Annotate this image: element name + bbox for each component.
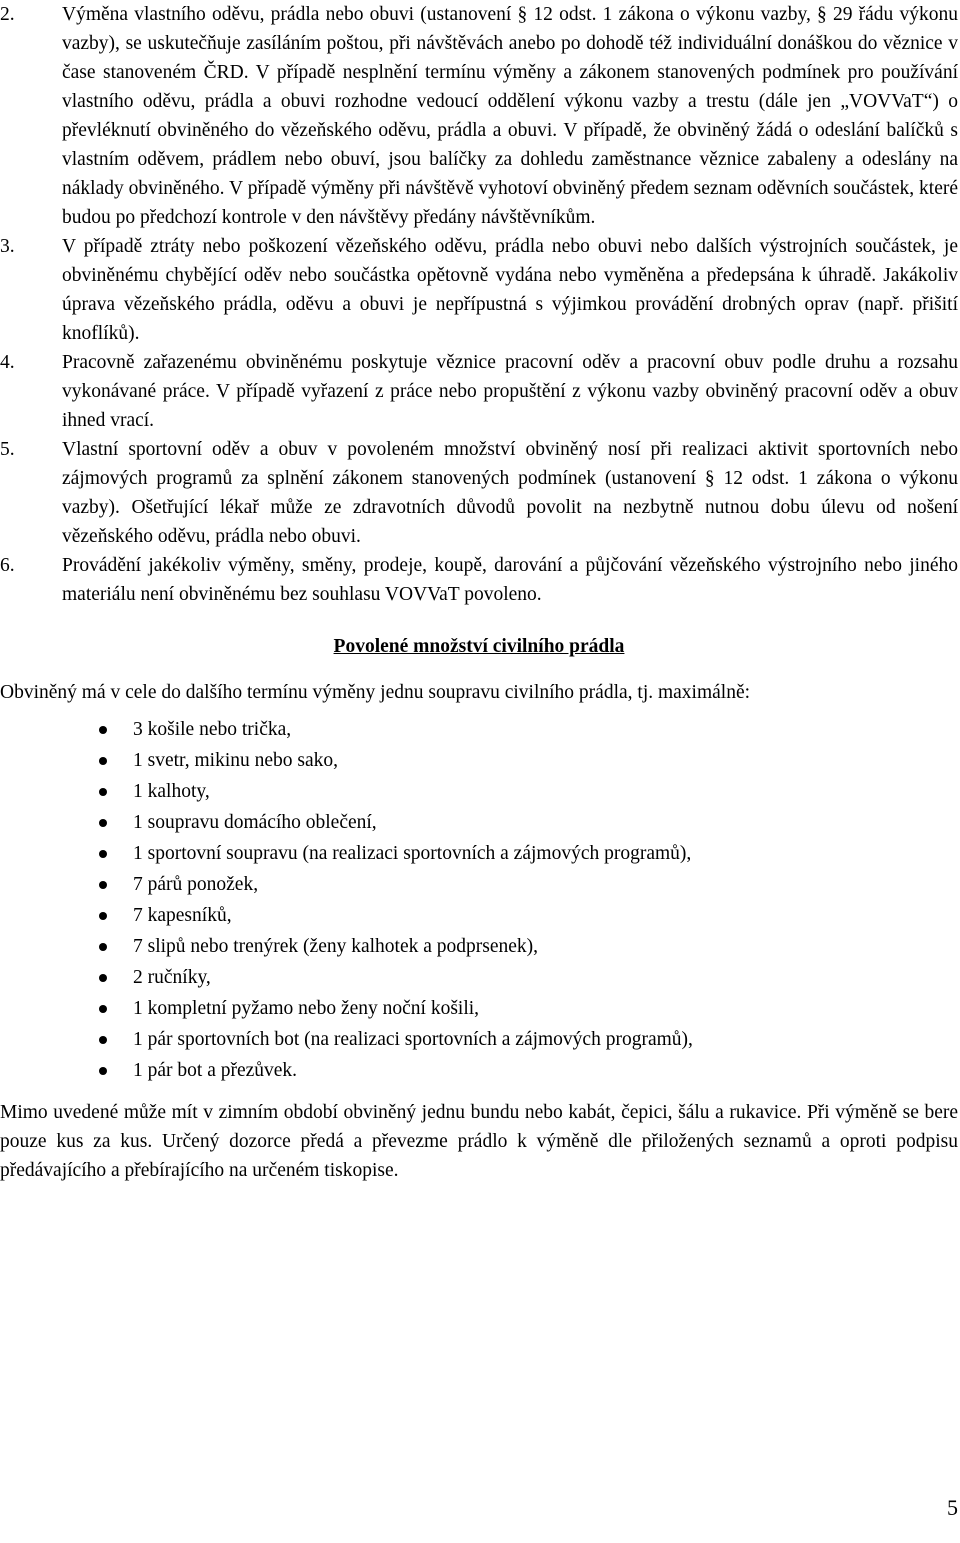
list-item	[0, 714, 958, 745]
numbered-paragraph	[0, 348, 958, 435]
list-item-text: 7 párů ponožek,	[133, 874, 259, 895]
paragraph-text: Provádění jakékoliv výměny, směny, prodeje, koupě, darování a půjčování vězeňského výstrojního nebo jiného materiálu není obviněnému bez souhlasu VOVVaT povoleno.	[62, 555, 958, 605]
bullet-icon	[99, 912, 107, 920]
list-item	[0, 745, 958, 776]
list-item	[0, 900, 958, 931]
closing-paragraph: Mimo uvedené může mít v zimním období obviněný jednu bundu nebo kabát, čepici, šálu a rukavice. Při výměně se bere pouze kus za kus. Určený dozorce předá a převezme prádlo k výměně dle přiložených seznamů a oproti podpisu předávajícího a přebírajícího na určeném tiskopise.	[0, 1102, 958, 1181]
numbered-paragraph	[0, 232, 958, 348]
list-item-text: 1 pár bot a přezůvek.	[133, 1060, 298, 1081]
numbered-paragraph	[0, 551, 958, 609]
paragraph-text: Pracovně zařazenému obviněnému poskytuje věznice pracovní oděv a pracovní obuv podle druhu a rozsahu vykonávané práce. V případě vyřazení z práce nebo propuštění z výkonu vazby obviněný pracovní oděv a obuv ihned vrací.	[62, 352, 958, 431]
bullet-icon	[99, 726, 107, 734]
list-item-text: 3 košile nebo trička,	[133, 719, 292, 740]
list-item	[0, 838, 958, 869]
bullet-icon	[99, 788, 107, 796]
list-item-text: 1 pár sportovních bot (na realizaci sportovních a zájmových programů),	[133, 1029, 693, 1050]
bullet-icon	[99, 943, 107, 951]
paragraph-text: Vlastní sportovní oděv a obuv v povoleném množství obviněný nosí při realizaci aktivit sportovních nebo zájmových programů za splnění zákonem stanovených podmínek (ustanovení § 12 odst. 1 zákona o výkonu vazby). Ošetřující lékař může ze zdravotních důvodů povolit na nezbytně nutnou dobu úlevu od nošení vězeňského oděvu, prádla nebo obuvi.	[62, 439, 958, 547]
bullet-icon	[99, 974, 107, 982]
list-item-text: 1 kalhoty,	[133, 781, 210, 802]
list-item-text: 1 kompletní pyžamo nebo ženy noční košili,	[133, 998, 480, 1019]
list-item-text: 7 kapesníků,	[133, 905, 232, 926]
bullet-icon	[99, 757, 107, 765]
list-item-text: 1 sportovní soupravu (na realizaci sportovních a zájmových programů),	[133, 843, 692, 864]
numbered-paragraph	[0, 435, 958, 551]
bullet-icon	[99, 1067, 107, 1075]
list-item	[0, 962, 958, 993]
paragraph-text: Výměna vlastního oděvu, prádla nebo obuvi (ustanovení § 12 odst. 1 zákona o výkonu vazby, § 29 řádu výkonu vazby), se uskutečňuje zasíláním poštou, při návštěvách anebo po dohodě též individuální donáškou do věznice v čase stanoveném ČRD. V případě nesplnění termínu výměny a zákonem stanovených podmínek pro používání vlastního oděvu, prádla a obuvi rozhodne vedoucí oddělení výkonu vazby a trestu (dále jen „VOVVaT“) o převléknutí obviněného do vězeňského oděvu, prádla a obuvi. V případě, že obviněný žádá o odeslání balíčků s vlastním oděvem, prádlem nebo obuví, jsou balíčky za dohledu zaměstnance věznice zabaleny a odeslány na náklady obviněného. V případě výměny při návštěvě vyhotoví obviněný předem seznam oděvních součástek, které budou po předchozí kontrole v den návštěvy předány návštěvníkům.	[62, 4, 958, 228]
bullet-icon	[99, 1005, 107, 1013]
bullet-icon	[99, 819, 107, 827]
paragraph-number: 2.	[0, 4, 15, 25]
paragraph-number: 6.	[0, 555, 15, 576]
list-item	[0, 931, 958, 962]
paragraph-number: 3.	[0, 236, 15, 257]
list-item-text: 1 svetr, mikinu nebo sako,	[133, 750, 339, 771]
intro-paragraph: Obviněný má v cele do dalšího termínu výměny jednu soupravu civilního prádla, tj. maximálně:	[0, 682, 751, 703]
list-item-text: 7 slipů nebo trenýrek (ženy kalhotek a podprsenek),	[133, 936, 539, 957]
bullet-icon	[99, 850, 107, 858]
list-item	[0, 1024, 958, 1055]
list-item	[0, 1055, 958, 1086]
allowed-items-list	[0, 714, 958, 1086]
section-heading: Povolené množství civilního prádla	[333, 636, 625, 657]
list-item	[0, 993, 958, 1024]
numbered-paragraphs	[0, 0, 958, 609]
bullet-icon	[99, 881, 107, 889]
paragraph-number: 5.	[0, 439, 15, 460]
list-item-text: 1 soupravu domácího oblečení,	[133, 812, 377, 833]
page-number: 5	[947, 1495, 958, 1520]
bullet-icon	[99, 1036, 107, 1044]
numbered-paragraph	[0, 0, 958, 232]
paragraph-text: V případě ztráty nebo poškození vězeňského oděvu, prádla nebo obuvi nebo dalších výstrojních součástek, je obviněnému chybějící oděv nebo součástka opětovně vydána nebo vyměněna a předepsána k úhradě. Jakákoliv úprava vězeňského prádla, oděvu a obuvi je nepřípustná s výjimkou provádění drobných oprav (např. přišití knoflíků).	[62, 236, 958, 344]
paragraph-number: 4.	[0, 352, 15, 373]
list-item	[0, 807, 958, 838]
list-item-text: 2 ručníky,	[133, 967, 211, 988]
list-item	[0, 776, 958, 807]
list-item	[0, 869, 958, 900]
